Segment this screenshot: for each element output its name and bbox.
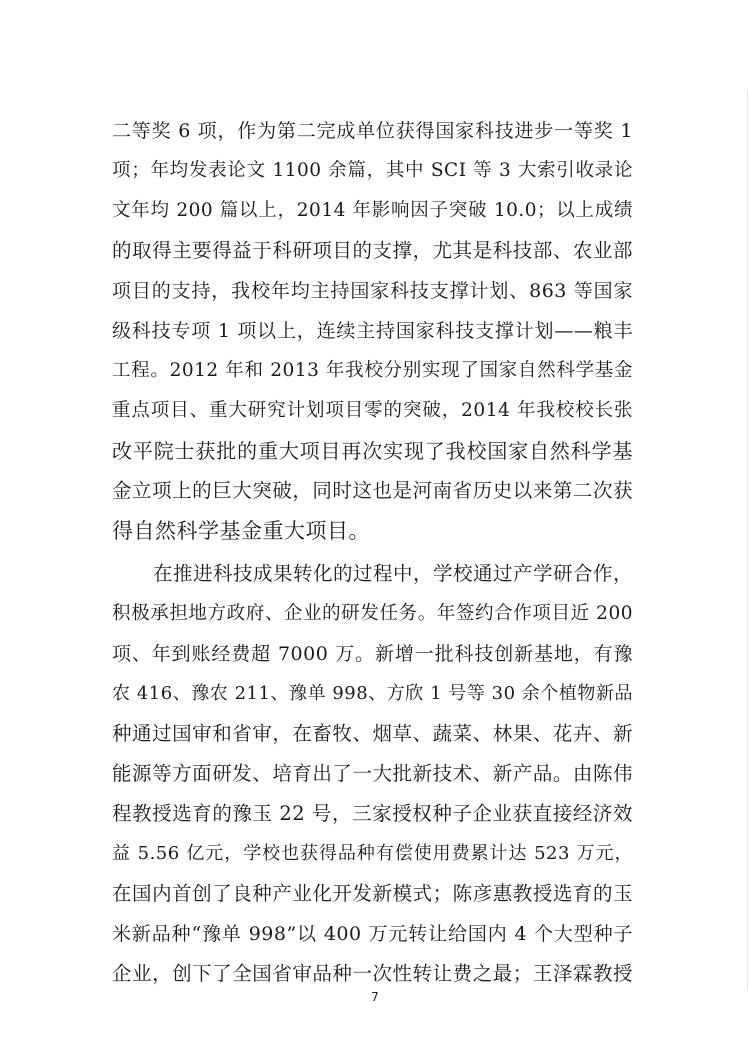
text-line: 得自然科学基金重大项目。 xyxy=(112,519,370,543)
text-line: 文年均 200 篇以上，2014 年影响因子突破 10.0；以上成绩 xyxy=(112,200,633,221)
text-line: 项、年到账经费超 7000 万。新增一批科技创新基地，有豫 xyxy=(112,643,633,665)
text-line: 重点项目、重大研究计划项目零的突破，2014 年我校校长张 xyxy=(112,400,633,421)
text-line: 金立项上的巨大突破，同时这也是河南省历史以来第二次获 xyxy=(112,479,633,502)
text-line: 改平院士获批的重大项目再次实现了我校国家自然科学基 xyxy=(112,439,633,463)
text-line: 积极承担地方政府、企业的研发任务。年签约合作项目近 200 xyxy=(112,603,633,624)
text-line: 在国内首创了良种产业化开发新模式；陈彦惠教授选育的玉 xyxy=(112,882,633,905)
text-line: 项；年均发表论文 1100 余篇，其中 SCI 等 3 大索引收录论 xyxy=(112,160,633,181)
text-line: 级科技专项 1 项以上，连续主持国家科技支撑计划——粮丰 xyxy=(112,320,633,342)
text-line: 程教授选育的豫玉 22 号，三家授权种子企业获直接经济效 xyxy=(112,802,633,825)
text-line: 益 5.56 亿元，学校也获得品种有偿使用费累计达 523 万元， xyxy=(112,843,633,864)
page-number: 7 xyxy=(371,990,379,1004)
text-line: 种通过国审和省审，在畜牧、烟草、蔬菜、林果、花卉、新 xyxy=(112,722,633,745)
text-line: 能源等方面研发、培育出了一大批新技术、新产品。由陈伟 xyxy=(112,762,633,785)
text-line: 农 416、豫农 211、豫单 998、方欣 1 号等 30 余个植物新品 xyxy=(112,683,633,704)
text-line: 二等奖 6 项，作为第二完成单位获得国家科技进步一等奖 1 xyxy=(112,120,633,142)
text-line: 在推进科技成果转化的过程中，学校通过产学研合作， xyxy=(153,562,634,585)
text-line: 的取得主要得益于科研项目的支撑，尤其是科技部、农业部 xyxy=(112,239,633,262)
text-line: 工程。2012 年和 2013 年我校分别实现了国家自然科学基金 xyxy=(112,360,633,381)
text-line: 项目的支持，我校年均主持国家科技支撑计划、863 等国家 xyxy=(112,280,633,302)
text-line: 米新品种“豫单 998”以 400 万元转让给国内 4 个大型种子 xyxy=(112,923,633,945)
text-line: 企业，创下了全国省审品种一次性转让费之最；王泽霖教授 xyxy=(112,962,633,985)
